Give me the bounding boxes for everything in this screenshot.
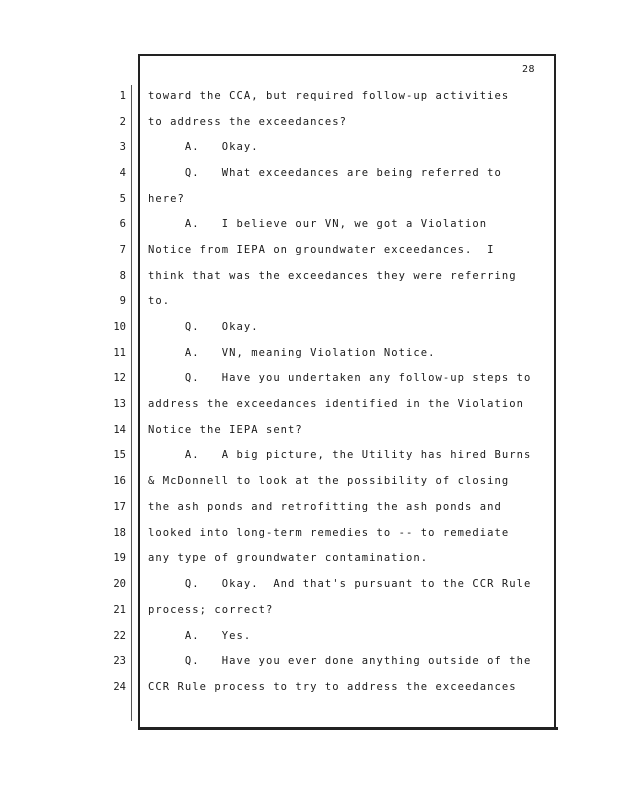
transcript-line: looked into long-term remedies to -- to remediate	[148, 527, 510, 539]
line-number: 11	[113, 347, 126, 359]
transcript-line: to address the exceedances?	[148, 116, 348, 128]
line-number: 18	[113, 527, 126, 539]
transcript-line: toward the CCA, but required follow-up activities	[148, 90, 510, 102]
line-number: 7	[119, 244, 126, 256]
line-number: 6	[119, 218, 126, 230]
line-number: 20	[113, 578, 126, 590]
line-number: 15	[113, 449, 126, 461]
line-number: 8	[119, 270, 126, 282]
page-bottom-border	[138, 727, 558, 730]
line-number: 23	[113, 655, 126, 667]
transcript-line: address the exceedances identified in the Violation	[148, 398, 524, 410]
transcript-line: Notice the IEPA sent?	[148, 424, 303, 436]
transcript-line: Q. Have you ever done anything outside of the	[148, 655, 532, 667]
line-number: 17	[113, 501, 126, 513]
transcript-line: Notice from IEPA on groundwater exceedances. I	[148, 244, 495, 256]
transcript-line: to.	[148, 295, 171, 307]
line-number: 9	[119, 295, 126, 307]
transcript-line: & McDonnell to look at the possibility of closing	[148, 475, 510, 487]
transcript-line: Q. Have you undertaken any follow-up steps to	[148, 372, 532, 384]
transcript-line: think that was the exceedances they were referring	[148, 270, 517, 282]
transcript-line: A. I believe our VN, we got a Violation	[148, 218, 488, 230]
transcript-line: CCR Rule process to try to address the exceedances	[148, 681, 517, 693]
transcript-line: A. A big picture, the Utility has hired Burns	[148, 449, 532, 461]
transcript-line: A. VN, meaning Violation Notice.	[148, 347, 436, 359]
line-number: 10	[113, 321, 126, 333]
line-number: 16	[113, 475, 126, 487]
line-number: 22	[113, 630, 126, 642]
line-number: 1	[119, 90, 126, 102]
transcript-line: Q. What exceedances are being referred to	[148, 167, 502, 179]
line-number: 21	[113, 604, 126, 616]
line-number: 13	[113, 398, 126, 410]
transcript-line: A. Yes.	[148, 630, 252, 642]
line-number: 19	[113, 552, 126, 564]
transcript-line: any type of groundwater contamination.	[148, 552, 429, 564]
line-number: 4	[119, 167, 126, 179]
line-number: 2	[119, 116, 126, 128]
line-number: 24	[113, 681, 126, 693]
transcript-line: here?	[148, 193, 185, 205]
transcript-line: Q. Okay. And that's pursuant to the CCR Rule	[148, 578, 532, 590]
line-number-rule	[131, 85, 132, 721]
page-frame	[138, 54, 556, 730]
transcript-line: process; correct?	[148, 604, 274, 616]
transcript-line: Q. Okay.	[148, 321, 259, 333]
line-number: 12	[113, 372, 126, 384]
line-number: 5	[119, 193, 126, 205]
line-number: 3	[119, 141, 126, 153]
line-number: 14	[113, 424, 126, 436]
page-number: 28	[522, 64, 536, 75]
transcript-line: the ash ponds and retrofitting the ash ponds and	[148, 501, 502, 513]
transcript-line: A. Okay.	[148, 141, 259, 153]
